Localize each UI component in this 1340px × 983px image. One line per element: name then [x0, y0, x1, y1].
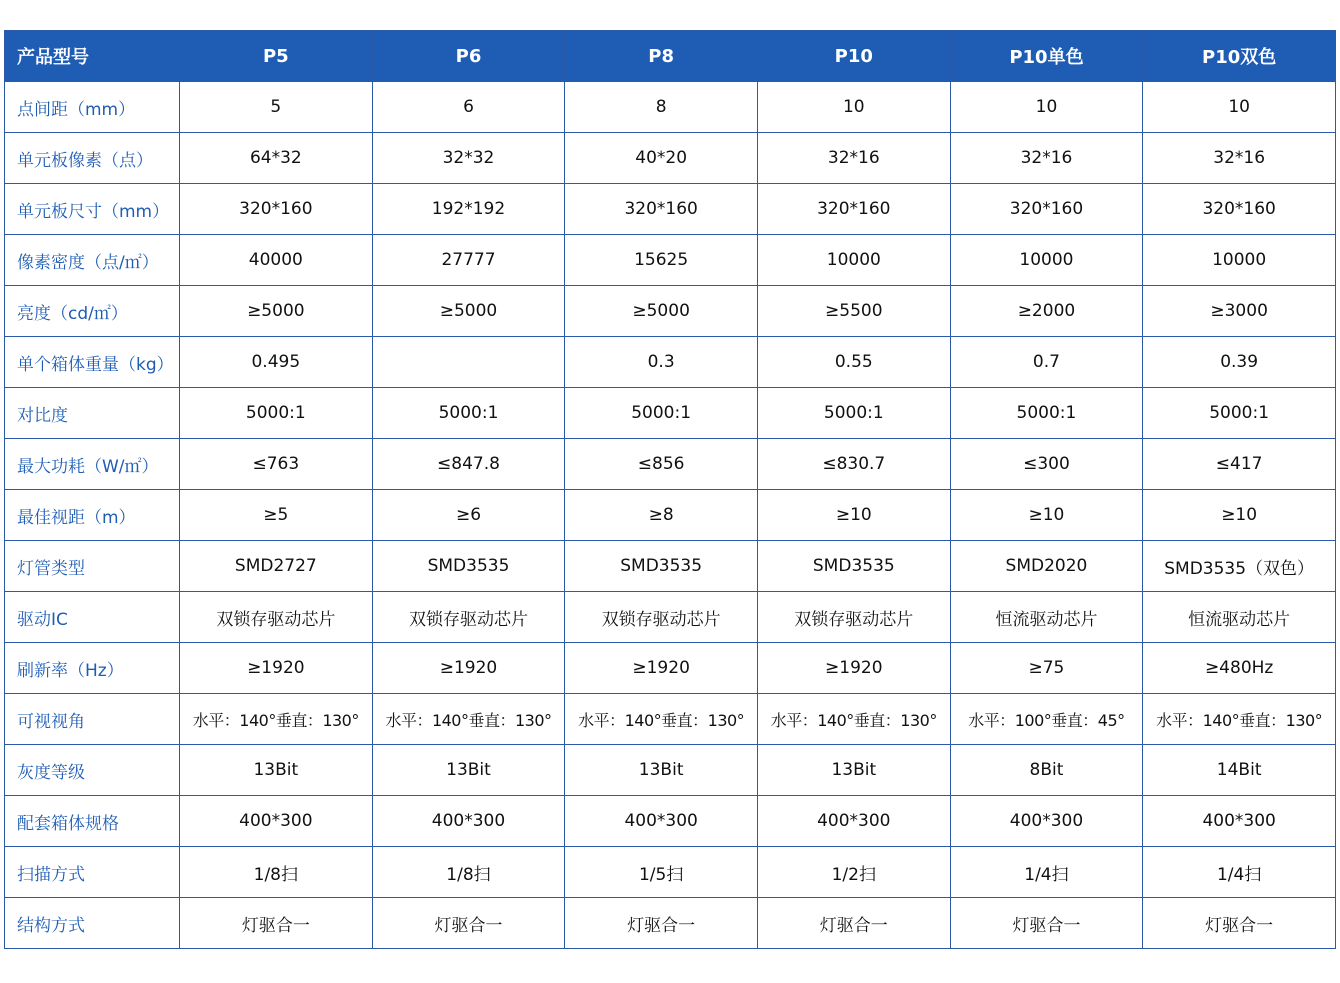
table-cell: ≤763	[180, 439, 373, 490]
table-cell: 0.7	[950, 337, 1143, 388]
table-cell	[372, 337, 565, 388]
table-cell: 400*300	[950, 796, 1143, 847]
table-cell: 灯驱合一	[180, 898, 373, 949]
table-cell: ≥8	[565, 490, 758, 541]
table-cell: 水平：140°垂直：130°	[757, 694, 950, 745]
row-label: 单元板像素（点）	[5, 133, 180, 184]
table-cell: ≥3000	[1143, 286, 1336, 337]
table-body	[5, 82, 1336, 949]
table-cell: 320*160	[565, 184, 758, 235]
table-cell: ≥1920	[180, 643, 373, 694]
table-cell: ≥1920	[565, 643, 758, 694]
row-label: 单元板尺寸（mm）	[5, 184, 180, 235]
row-label: 点间距（mm）	[5, 82, 180, 133]
table-cell: 双锁存驱动芯片	[565, 592, 758, 643]
row-label: 驱动IC	[5, 592, 180, 643]
table-cell: 1/4扫	[1143, 847, 1336, 898]
table-row	[5, 745, 1336, 796]
table-cell: ≥10	[1143, 490, 1336, 541]
table-cell: 1/8扫	[372, 847, 565, 898]
table-row	[5, 235, 1336, 286]
table-cell: 5000:1	[1143, 388, 1336, 439]
table-cell: ≥5000	[372, 286, 565, 337]
table-cell: 双锁存驱动芯片	[372, 592, 565, 643]
table-cell: 恒流驱动芯片	[950, 592, 1143, 643]
table-row	[5, 643, 1336, 694]
table-cell: 320*160	[1143, 184, 1336, 235]
row-label: 最佳视距（m）	[5, 490, 180, 541]
header-model: P10	[757, 31, 950, 82]
table-row	[5, 694, 1336, 745]
table-cell: 192*192	[372, 184, 565, 235]
header-model: P5	[180, 31, 373, 82]
table-cell: SMD2020	[950, 541, 1143, 592]
row-label: 结构方式	[5, 898, 180, 949]
table-cell: 水平：140°垂直：130°	[565, 694, 758, 745]
table-row	[5, 796, 1336, 847]
table-cell: 13Bit	[757, 745, 950, 796]
header-model: P6	[372, 31, 565, 82]
table-cell: 32*16	[757, 133, 950, 184]
table-cell: 1/2扫	[757, 847, 950, 898]
table-row	[5, 337, 1336, 388]
header-model: P10双色	[1143, 31, 1336, 82]
table-cell: 0.495	[180, 337, 373, 388]
table-cell: 400*300	[1143, 796, 1336, 847]
table-cell: 40*20	[565, 133, 758, 184]
table-cell: SMD3535（双色）	[1143, 541, 1336, 592]
table-cell: 64*32	[180, 133, 373, 184]
row-label: 像素密度（点/㎡）	[5, 235, 180, 286]
table-cell: ≥75	[950, 643, 1143, 694]
table-cell: ≥1920	[757, 643, 950, 694]
table-cell: 6	[372, 82, 565, 133]
table-cell: 10	[950, 82, 1143, 133]
table-row	[5, 184, 1336, 235]
row-label: 亮度（cd/㎡）	[5, 286, 180, 337]
table-cell: 灯驱合一	[372, 898, 565, 949]
table-cell: 10	[757, 82, 950, 133]
table-cell: 水平：140°垂直：130°	[180, 694, 373, 745]
table-row	[5, 592, 1336, 643]
table-cell: ≤847.8	[372, 439, 565, 490]
table-cell: 0.39	[1143, 337, 1336, 388]
table-cell: 400*300	[180, 796, 373, 847]
table-cell: 15625	[565, 235, 758, 286]
table-cell: 灯驱合一	[950, 898, 1143, 949]
table-row	[5, 133, 1336, 184]
table-cell: ≤300	[950, 439, 1143, 490]
table-cell: SMD3535	[565, 541, 758, 592]
table-cell: 灯驱合一	[757, 898, 950, 949]
table-cell: ≥5	[180, 490, 373, 541]
table-row	[5, 541, 1336, 592]
table-cell: 10000	[950, 235, 1143, 286]
table-cell: ≥2000	[950, 286, 1143, 337]
table-row	[5, 898, 1336, 949]
table-cell: 32*16	[1143, 133, 1336, 184]
table-row	[5, 388, 1336, 439]
table-cell: 10000	[757, 235, 950, 286]
table-cell: 10000	[1143, 235, 1336, 286]
table-cell: 5	[180, 82, 373, 133]
table-cell: 8Bit	[950, 745, 1143, 796]
table-cell: 0.55	[757, 337, 950, 388]
row-label: 扫描方式	[5, 847, 180, 898]
table-cell: 5000:1	[950, 388, 1143, 439]
table-cell: 5000:1	[757, 388, 950, 439]
table-cell: ≥480Hz	[1143, 643, 1336, 694]
table-row	[5, 490, 1336, 541]
table-cell: 灯驱合一	[565, 898, 758, 949]
table-cell: 13Bit	[372, 745, 565, 796]
table-cell: SMD3535	[372, 541, 565, 592]
table-cell: 8	[565, 82, 758, 133]
row-label: 单个箱体重量（kg）	[5, 337, 180, 388]
table-cell: 双锁存驱动芯片	[757, 592, 950, 643]
table-cell: 400*300	[757, 796, 950, 847]
header-label: 产品型号	[5, 31, 180, 82]
table-cell: 5000:1	[565, 388, 758, 439]
table-cell: 13Bit	[180, 745, 373, 796]
table-header	[5, 31, 1336, 82]
table-row	[5, 439, 1336, 490]
table-cell: 灯驱合一	[1143, 898, 1336, 949]
table-cell: 双锁存驱动芯片	[180, 592, 373, 643]
table-cell: ≤856	[565, 439, 758, 490]
table-row	[5, 82, 1336, 133]
table-cell: 1/8扫	[180, 847, 373, 898]
row-label: 配套箱体规格	[5, 796, 180, 847]
table-cell: ≥10	[950, 490, 1143, 541]
table-cell: 5000:1	[180, 388, 373, 439]
table-cell: 40000	[180, 235, 373, 286]
table-cell: 恒流驱动芯片	[1143, 592, 1336, 643]
table-cell: ≥1920	[372, 643, 565, 694]
row-label: 刷新率（Hz）	[5, 643, 180, 694]
table-cell: 32*16	[950, 133, 1143, 184]
table-cell: 10	[1143, 82, 1336, 133]
row-label: 灯管类型	[5, 541, 180, 592]
table-cell: 400*300	[372, 796, 565, 847]
table-cell: 320*160	[757, 184, 950, 235]
table-cell: SMD2727	[180, 541, 373, 592]
table-cell: 水平：100°垂直：45°	[950, 694, 1143, 745]
table-cell: 14Bit	[1143, 745, 1336, 796]
table-cell: ≤417	[1143, 439, 1336, 490]
row-label: 对比度	[5, 388, 180, 439]
spec-table	[4, 30, 1336, 949]
table-cell: 0.3	[565, 337, 758, 388]
table-row	[5, 286, 1336, 337]
table-cell: ≥5000	[180, 286, 373, 337]
table-cell: 27777	[372, 235, 565, 286]
table-cell: 13Bit	[565, 745, 758, 796]
table-cell: 水平：140°垂直：130°	[1143, 694, 1336, 745]
table-cell: 1/5扫	[565, 847, 758, 898]
table-cell: SMD3535	[757, 541, 950, 592]
table-row	[5, 847, 1336, 898]
row-label: 最大功耗（W/㎡）	[5, 439, 180, 490]
header-row	[5, 31, 1336, 82]
table-cell: ≥5500	[757, 286, 950, 337]
table-cell: ≥6	[372, 490, 565, 541]
row-label: 可视视角	[5, 694, 180, 745]
table-cell: 水平：140°垂直：130°	[372, 694, 565, 745]
header-model: P10单色	[950, 31, 1143, 82]
table-cell: ≥10	[757, 490, 950, 541]
table-cell: 320*160	[950, 184, 1143, 235]
row-label: 灰度等级	[5, 745, 180, 796]
table-cell: ≥5000	[565, 286, 758, 337]
table-cell: 320*160	[180, 184, 373, 235]
table-cell: 400*300	[565, 796, 758, 847]
header-model: P8	[565, 31, 758, 82]
table-cell: 1/4扫	[950, 847, 1143, 898]
table-cell: 32*32	[372, 133, 565, 184]
table-cell: ≤830.7	[757, 439, 950, 490]
table-cell: 5000:1	[372, 388, 565, 439]
